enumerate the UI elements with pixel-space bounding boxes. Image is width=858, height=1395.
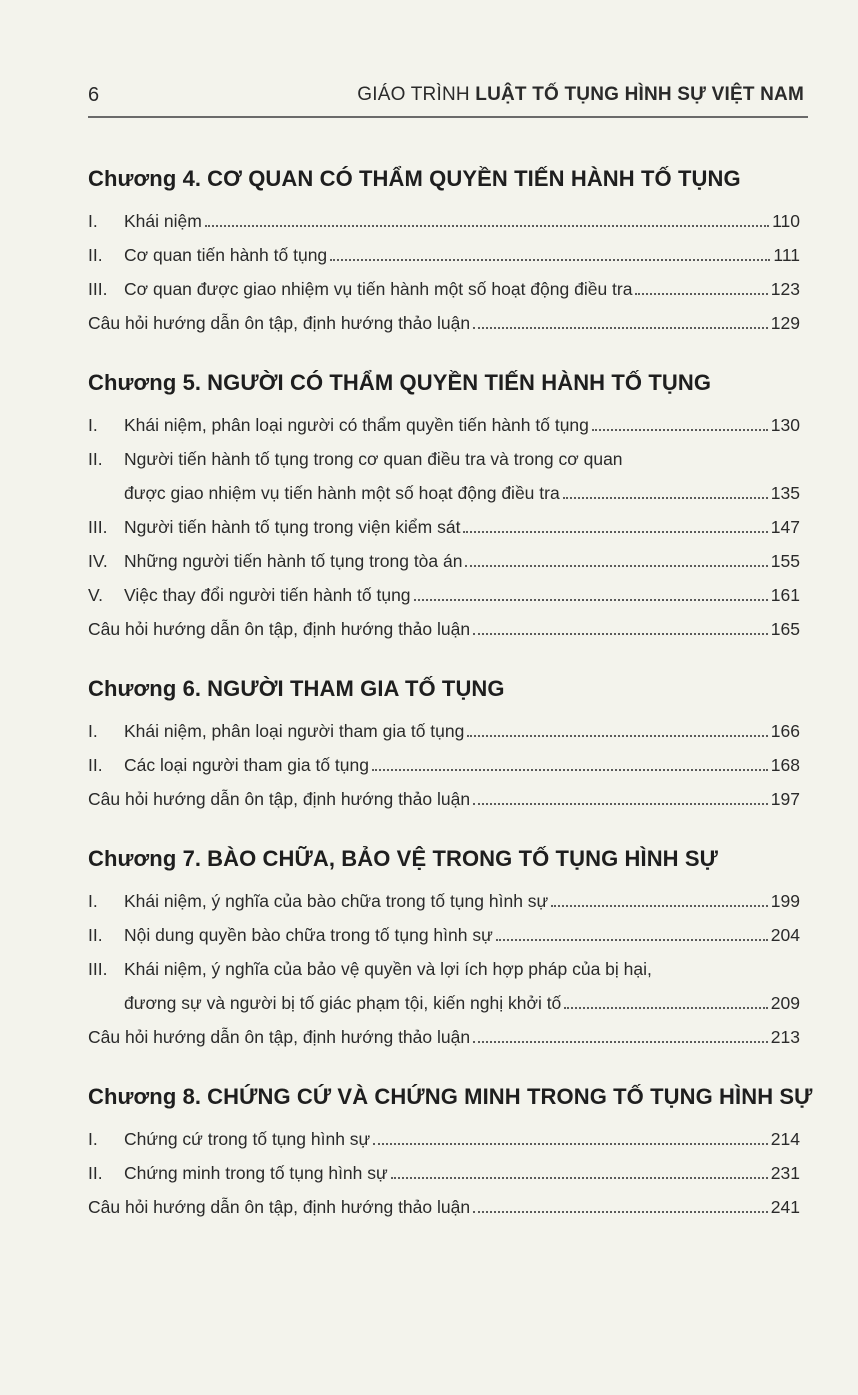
chapter-label: Chương 6. xyxy=(88,676,202,701)
entry-page-number: 111 xyxy=(773,245,800,265)
chapter-section xyxy=(88,670,800,816)
entry-page-number: 161 xyxy=(770,585,800,605)
chapter-title-text: CƠ QUAN CÓ THẨM QUYỀN TIẾN HÀNH TỐ TỤNG xyxy=(207,166,741,191)
entry-text: Khái niệm, ý nghĩa của bảo vệ quyền và lợi ích hợp pháp của bị hại, xyxy=(124,959,652,979)
entry-page-number: 129 xyxy=(770,313,800,333)
chapter-section xyxy=(88,1078,813,1224)
chapter-title-text: NGƯỜI THAM GIA TỐ TỤNG xyxy=(207,676,505,701)
toc-entry[interactable] xyxy=(88,408,800,442)
toc-entry[interactable] xyxy=(88,1122,800,1156)
page-header xyxy=(88,80,808,118)
dot-leader xyxy=(373,1141,768,1145)
entry-number: IV. xyxy=(88,551,108,571)
dot-leader xyxy=(635,291,767,295)
entry-number: II. xyxy=(88,449,103,469)
entry-page-number: 168 xyxy=(770,755,800,775)
dot-leader xyxy=(463,529,767,533)
entry-number: I. xyxy=(88,721,98,741)
chapter-title[interactable] xyxy=(88,364,800,402)
dot-leader xyxy=(563,495,768,499)
toc-entry[interactable] xyxy=(88,578,800,612)
entry-text: Khái niệm, ý nghĩa của bào chữa trong tố tụng hình sự xyxy=(124,891,549,911)
entry-text: Chứng minh trong tố tụng hình sự xyxy=(124,1163,388,1183)
entry-page-number: 209 xyxy=(770,993,800,1013)
dot-leader xyxy=(473,801,768,805)
chapter-title[interactable] xyxy=(88,670,800,708)
entry-text: Khái niệm, phân loại người tham gia tố tụng xyxy=(124,721,465,741)
dot-leader xyxy=(467,733,767,737)
dot-leader xyxy=(205,223,769,227)
chapter-title-text: NGƯỜI CÓ THẨM QUYỀN TIẾN HÀNH TỐ TỤNG xyxy=(207,370,712,395)
toc-entry[interactable] xyxy=(88,544,800,578)
chapter-title[interactable] xyxy=(88,160,800,198)
chapter-section xyxy=(88,160,800,340)
chapter-title[interactable] xyxy=(88,1078,813,1116)
toc-entry[interactable] xyxy=(88,782,800,816)
chapter-section xyxy=(88,364,800,646)
entry-page-number: 147 xyxy=(770,517,800,537)
page-number: 6 xyxy=(88,84,100,106)
entry-page-number: 135 xyxy=(770,483,800,503)
entry-page-number: 110 xyxy=(772,211,800,231)
entry-number: II. xyxy=(88,245,103,265)
entry-text: Chứng cứ trong tố tụng hình sự xyxy=(124,1129,371,1149)
dot-leader xyxy=(473,1039,768,1043)
entry-text: Khái niệm xyxy=(124,211,202,231)
entry-page-number: 199 xyxy=(770,891,800,911)
chapter-label: Chương 7. xyxy=(88,846,202,871)
entry-page-number: 155 xyxy=(770,551,800,571)
toc-entry[interactable] xyxy=(88,1190,800,1224)
toc-entry[interactable] xyxy=(88,748,800,782)
entry-text: Câu hỏi hướng dẫn ôn tập, định hướng thảo luận xyxy=(88,1027,471,1047)
dot-leader xyxy=(551,903,768,907)
chapter-title-text: BÀO CHỮA, BẢO VỆ TRONG TỐ TỤNG HÌNH SỰ xyxy=(207,846,719,871)
dot-leader xyxy=(372,767,768,771)
entry-text: Việc thay đổi người tiến hành tố tụng xyxy=(124,585,411,605)
entry-number: V. xyxy=(88,585,103,605)
dot-leader xyxy=(564,1005,768,1009)
entry-text: Cơ quan tiến hành tố tụng xyxy=(124,245,328,265)
entry-text: Cơ quan được giao nhiệm vụ tiến hành một số hoạt động điều tra xyxy=(124,279,633,299)
dot-leader xyxy=(473,325,768,329)
dot-leader xyxy=(330,257,770,261)
entry-text: Các loại người tham gia tố tụng xyxy=(124,755,369,775)
entry-page-number: 130 xyxy=(770,415,800,435)
dot-leader xyxy=(496,937,768,941)
chapter-title[interactable] xyxy=(88,840,800,878)
running-title: GIÁO TRÌNH LUẬT TỐ TỤNG HÌNH SỰ VIỆT NAM xyxy=(357,84,804,105)
entry-text: Câu hỏi hướng dẫn ôn tập, định hướng thảo luận xyxy=(88,313,471,333)
entry-number: I. xyxy=(88,211,98,231)
toc-entry[interactable] xyxy=(88,510,800,544)
dot-leader xyxy=(465,563,767,567)
chapter-label: Chương 8. xyxy=(88,1084,202,1109)
dot-leader xyxy=(592,427,768,431)
toc-entry[interactable] xyxy=(88,884,800,918)
entry-number: II. xyxy=(88,925,103,945)
entry-text: đương sự và người bị tố giác phạm tội, kiến nghị khởi tố xyxy=(124,993,562,1013)
toc-entry[interactable] xyxy=(88,714,800,748)
entry-page-number: 165 xyxy=(770,619,800,639)
toc-entry[interactable] xyxy=(88,1020,800,1054)
entry-number: III. xyxy=(88,959,108,979)
entry-text: được giao nhiệm vụ tiến hành một số hoạt động điều tra xyxy=(124,483,560,503)
toc-entry[interactable] xyxy=(88,612,800,646)
dot-leader xyxy=(391,1175,768,1179)
entry-page-number: 197 xyxy=(770,789,800,809)
toc-entry[interactable] xyxy=(88,1156,800,1190)
entry-page-number: 204 xyxy=(770,925,800,945)
entry-text: Câu hỏi hướng dẫn ôn tập, định hướng thảo luận xyxy=(88,619,471,639)
entry-page-number: 166 xyxy=(770,721,800,741)
toc-entry[interactable] xyxy=(88,204,800,238)
entry-text: Những người tiến hành tố tụng trong tòa án xyxy=(124,551,463,571)
entry-number: III. xyxy=(88,517,108,537)
dot-leader xyxy=(473,1209,768,1213)
toc-entry-line xyxy=(88,952,800,986)
entry-text: Khái niệm, phân loại người có thẩm quyền tiến hành tố tụng xyxy=(124,415,589,435)
chapter-section xyxy=(88,840,800,1054)
entry-page-number: 123 xyxy=(770,279,800,299)
dot-leader xyxy=(473,631,768,635)
toc-entry[interactable] xyxy=(88,272,800,306)
entry-page-number: 241 xyxy=(770,1197,800,1217)
entry-number: I. xyxy=(88,1129,98,1149)
entry-text: Câu hỏi hướng dẫn ôn tập, định hướng thảo luận xyxy=(88,789,471,809)
toc-entry[interactable] xyxy=(88,918,800,952)
entry-number: I. xyxy=(88,415,98,435)
chapter-label: Chương 5. xyxy=(88,370,202,395)
entry-number: II. xyxy=(88,1163,103,1183)
toc-entry[interactable] xyxy=(88,238,800,272)
chapter-title-text: CHỨNG CỨ VÀ CHỨNG MINH TRONG TỐ TỤNG HÌNH SỰ xyxy=(207,1084,813,1109)
entry-text: Nội dung quyền bào chữa trong tố tụng hình sự xyxy=(124,925,493,945)
entry-text: Câu hỏi hướng dẫn ôn tập, định hướng thảo luận xyxy=(88,1197,471,1217)
toc-entry[interactable] xyxy=(88,476,800,510)
entry-text: Người tiến hành tố tụng trong viện kiểm sát xyxy=(124,517,461,537)
toc-entry[interactable] xyxy=(88,986,800,1020)
entry-page-number: 214 xyxy=(770,1129,800,1149)
entry-number: II. xyxy=(88,755,103,775)
table-of-contents xyxy=(88,160,813,1248)
dot-leader xyxy=(414,597,768,601)
toc-entry[interactable] xyxy=(88,306,800,340)
entry-number: III. xyxy=(88,279,108,299)
entry-page-number: 213 xyxy=(770,1027,800,1047)
entry-page-number: 231 xyxy=(770,1163,800,1183)
entry-number: I. xyxy=(88,891,98,911)
toc-entry-line xyxy=(88,442,800,476)
chapter-label: Chương 4. xyxy=(88,166,202,191)
entry-text: Người tiến hành tố tụng trong cơ quan điều tra và trong cơ quan xyxy=(124,449,623,469)
